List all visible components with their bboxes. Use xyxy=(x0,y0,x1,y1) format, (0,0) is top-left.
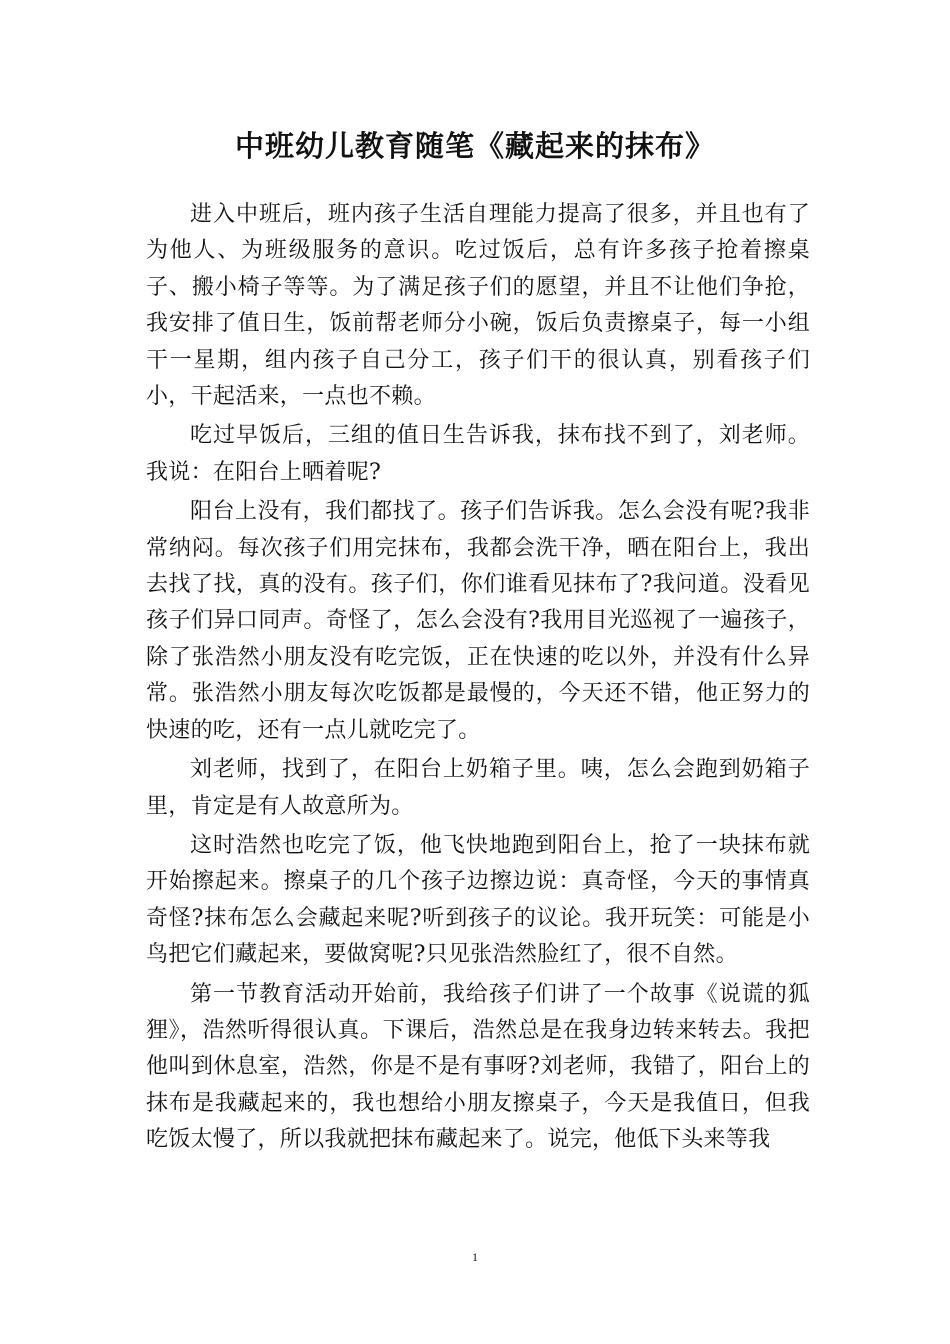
document-body xyxy=(146,197,810,1162)
paragraph: 进入中班后，班内孩子生活自理能力提高了很多，并且也有了为他人、为班级服务的意识。吃过饭后，总有许多孩子抢着擦桌子、搬小椅子等等。为了满足孩子们的愿望，并且不让他们争抢，我安排了值日生，饭前帮老师分小碗，饭后负责擦桌子，每一小组干一星期，组内孩子自己分工，孩子们干的很认真，别看孩子们小，干起活来，一点也不赖。 xyxy=(146,202,810,410)
paragraph: 刘老师，找到了，在阳台上奶箱子里。咦，怎么会跑到奶箱子里，肯定是有人故意所为。 xyxy=(146,757,810,819)
document-title: 中班幼儿教育随笔《藏起来的抹布》 xyxy=(234,129,715,163)
paragraph: 这时浩然也吃完了饭，他飞快地跑到阳台上，抢了一块抹布就开始擦起来。擦桌子的几个孩子边擦边说：真奇怪，今天的事情真奇怪?抹布怎么会藏起来呢?听到孩子的议论。我开玩笑：可能是小鸟把它们藏起来，要做窝呢?只见张浩然脸红了，很不自然。 xyxy=(146,832,810,968)
paragraph: 阳台上没有，我们都找了。孩子们告诉我。怎么会没有呢?我非常纳闷。每次孩子们用完抹布，我都会洗干净，晒在阳台上，我出去找了找，真的没有。孩子们，你们谁看见抹布了?我问道。没看见孩子们异口同声。奇怪了，怎么会没有?我用目光巡视了一遍孩子，除了张浩然小朋友没有吃完饭，正在快速的吃以外，并没有什么异常。张浩然小朋友每次吃饭都是最慢的，今天还不错，他正努力的快速的吃，还有一点儿就吃完了。 xyxy=(146,499,810,743)
paragraph: 第一节教育活动开始前，我给孩子们讲了一个故事《说谎的狐狸》，浩然听得很认真。下课后，浩然总是在我身边转来转去。我把他叫到休息室，浩然，你是不是有事呀?刘老师，我错了，阳台上的抹布是我藏起来的，我也想给小朋友擦桌子，今天是我值日，但我吃饭太慢了，所以我就把抹布藏起来了。说完，他低下头来等我 xyxy=(146,981,810,1153)
paragraph: 吃过早饭后，三组的值日生告诉我，抹布找不到了，刘老师。我说：在阳台上晒着呢? xyxy=(146,423,810,485)
page-number: 1 xyxy=(472,1250,478,1264)
